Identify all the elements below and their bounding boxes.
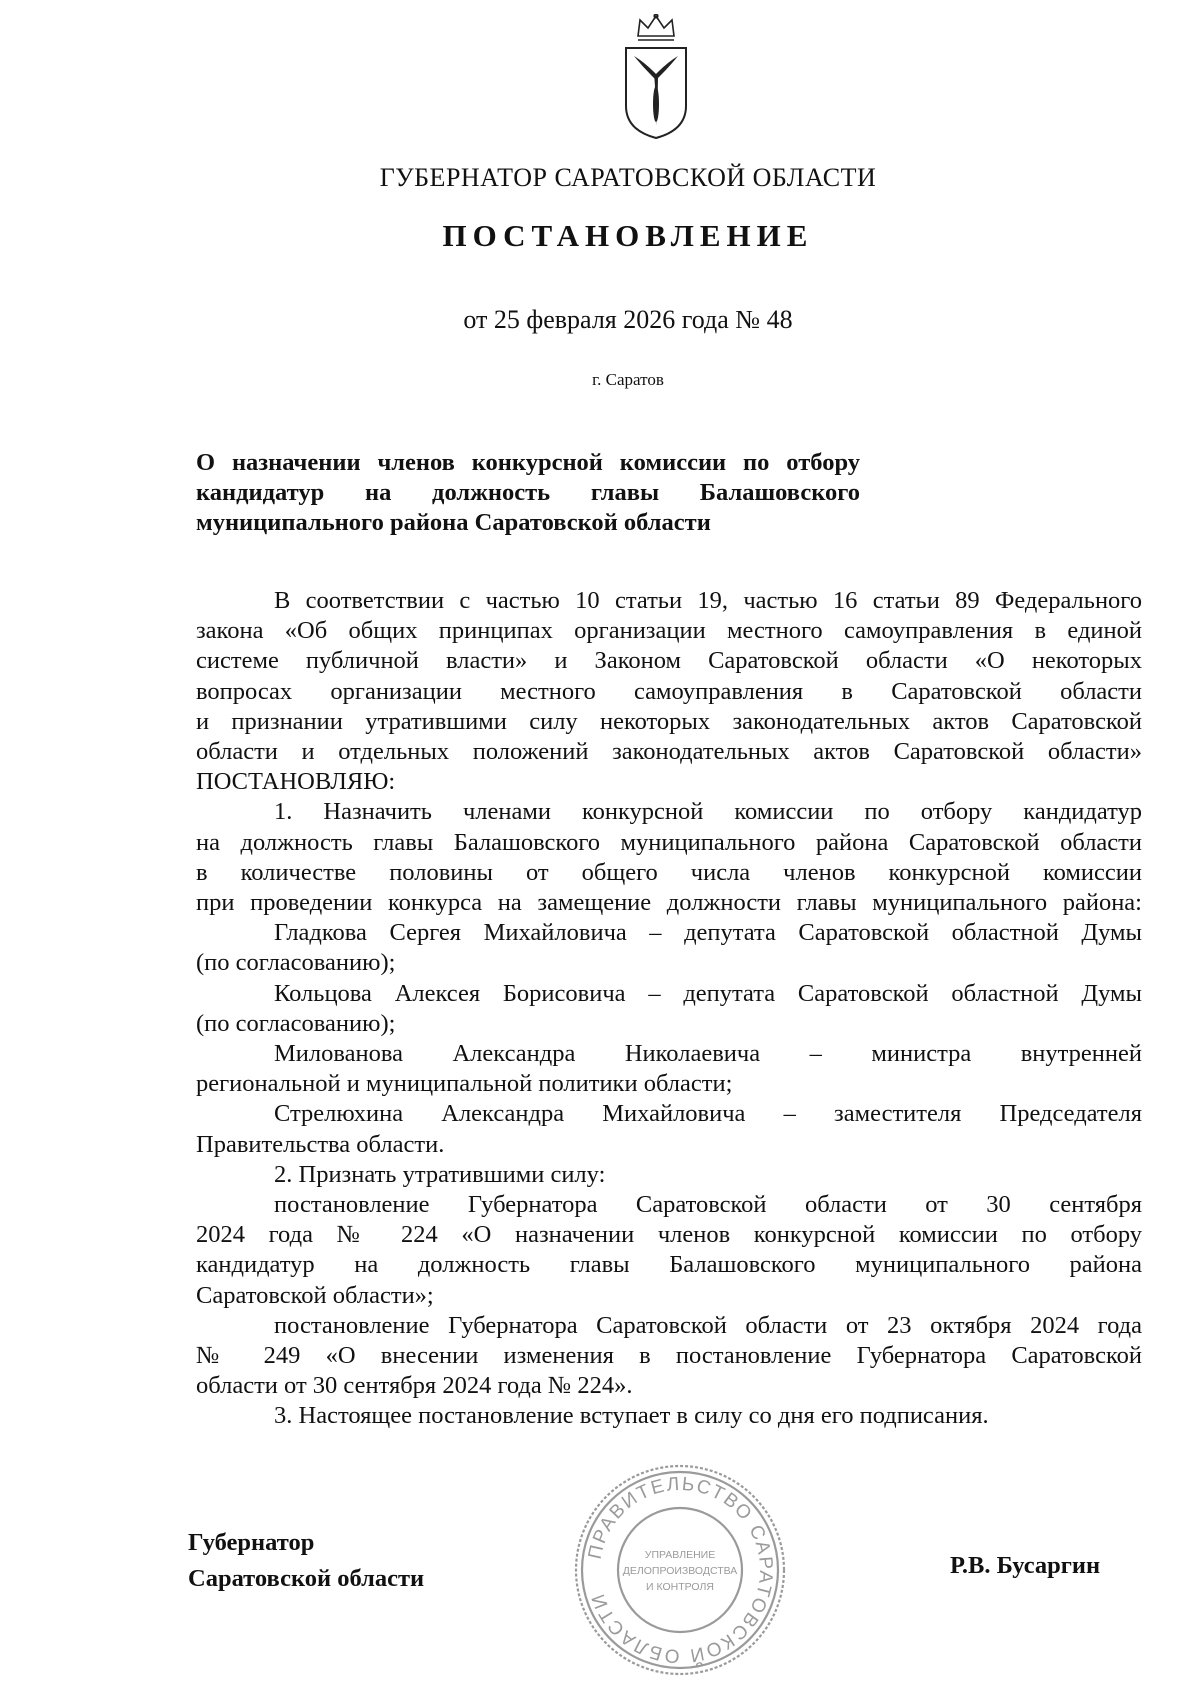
document-type: ПОСТАНОВЛЕНИЕ <box>442 218 814 253</box>
seal-center-line: УПРАВЛЕНИЕ <box>644 1549 716 1561</box>
text-line: 2024 года № 224 «О назначении членов конкурсной комиссии по отбору <box>196 1221 1142 1249</box>
text-line: Правительства области. <box>196 1130 445 1158</box>
decree-word: ПОСТАНОВЛЯЮ: <box>196 768 396 796</box>
document-city: г. Саратов <box>592 370 664 389</box>
title-line: кандидатур на должность главы Балашовского <box>196 479 860 506</box>
text-line: в количестве половины от общего числа членов конкурсной комиссии <box>196 858 1142 886</box>
text-line: постановление Губернатора Саратовской области от 30 сентября <box>274 1191 1142 1219</box>
seal-center-line: ДЕЛОПРОИЗВОДСТВА <box>622 1565 738 1577</box>
member-entry <box>196 1099 1142 1159</box>
title-line: муниципального района Саратовской области <box>196 509 711 536</box>
text-line: Стрелюхина Александра Михайловича – заместителя Председателя <box>274 1100 1142 1128</box>
text-line: и признании утратившими силу некоторых законодательных актов Саратовской <box>196 707 1142 735</box>
text-line: закона «Об общих принципах организации местного самоуправления в единой <box>196 617 1142 645</box>
text-line: 2. Признать утратившими силу: <box>274 1160 606 1188</box>
title-line: О назначении членов конкурсной комиссии по отбору <box>196 449 860 476</box>
document-date-number: от 25 февраля 2026 года № 48 <box>463 305 793 334</box>
text-line: области и отдельных положений законодательных актов Саратовской области» <box>196 738 1142 766</box>
text-line: постановление Губернатора Саратовской области от 23 октября 2024 года <box>274 1311 1142 1339</box>
item-1-paragraph <box>196 797 1142 918</box>
document-body <box>196 586 1142 1432</box>
text-line: Саратовской области»; <box>196 1281 434 1309</box>
signatory-position-line: Саратовской области <box>188 1565 425 1592</box>
text-line: системе публичной власти» и Законом Саратовской области «О некоторых <box>196 647 1142 675</box>
text-line: В соответствии с частью 10 статьи 19, частью 16 статьи 89 Федерального <box>274 587 1142 614</box>
member-entry <box>196 979 1142 1039</box>
official-seal-icon <box>570 1460 790 1680</box>
item-3-paragraph <box>196 1401 1142 1431</box>
issuing-authority: ГУБЕРНАТОР САРАТОВСКОЙ ОБЛАСТИ <box>379 163 877 192</box>
text-line: на должность главы Балашовского муниципального района Саратовской области <box>196 828 1142 856</box>
coat-of-arms-icon <box>620 14 692 140</box>
repealed-entry <box>196 1190 1142 1311</box>
document-title <box>196 448 860 538</box>
signatory-position-line: Губернатор <box>188 1529 315 1556</box>
member-entry <box>196 1039 1142 1099</box>
item-2-paragraph <box>196 1160 1142 1190</box>
text-line: (по согласованию); <box>196 1009 396 1037</box>
seal-center-line: И КОНТРОЛЯ <box>646 1581 714 1593</box>
repealed-entry <box>196 1311 1142 1402</box>
text-line: вопросах организации местного самоуправления в Саратовской области <box>196 677 1142 705</box>
signatory-position <box>188 1525 424 1597</box>
text-line: Милованова Александра Николаевича – министра внутренней <box>274 1040 1142 1068</box>
preamble-paragraph <box>196 586 1142 797</box>
text-line: Гладкова Сергея Михайловича – депутата Саратовской областной Думы <box>274 919 1142 947</box>
text-line: кандидатур на должность главы Балашовского муниципального района <box>196 1251 1142 1279</box>
seal-ring-text: ПРАВИТЕЛЬСТВО САРАТОВСКОЙ ОБЛАСТИ <box>584 1473 777 1667</box>
text-line: при проведении конкурса на замещение должности главы муниципального района: <box>196 889 1142 917</box>
text-line: региональной и муниципальной политики области; <box>196 1070 733 1098</box>
signatory-name: Р.В. Бусаргин <box>950 1552 1101 1579</box>
text-line: области от 30 сентября 2024 года № 224». <box>196 1372 633 1400</box>
text-line: № 249 «О внесении изменения в постановление Губернатора Саратовской <box>196 1342 1142 1370</box>
text-line: (по согласованию); <box>196 949 396 977</box>
text-line: 3. Настоящее постановление вступает в силу со дня его подписания. <box>274 1402 989 1430</box>
member-entry <box>196 918 1142 978</box>
text-line: Кольцова Алексея Борисовича – депутата Саратовской областной Думы <box>274 979 1142 1007</box>
text-line: 1. Назначить членами конкурсной комиссии по отбору кандидатур <box>274 798 1142 826</box>
